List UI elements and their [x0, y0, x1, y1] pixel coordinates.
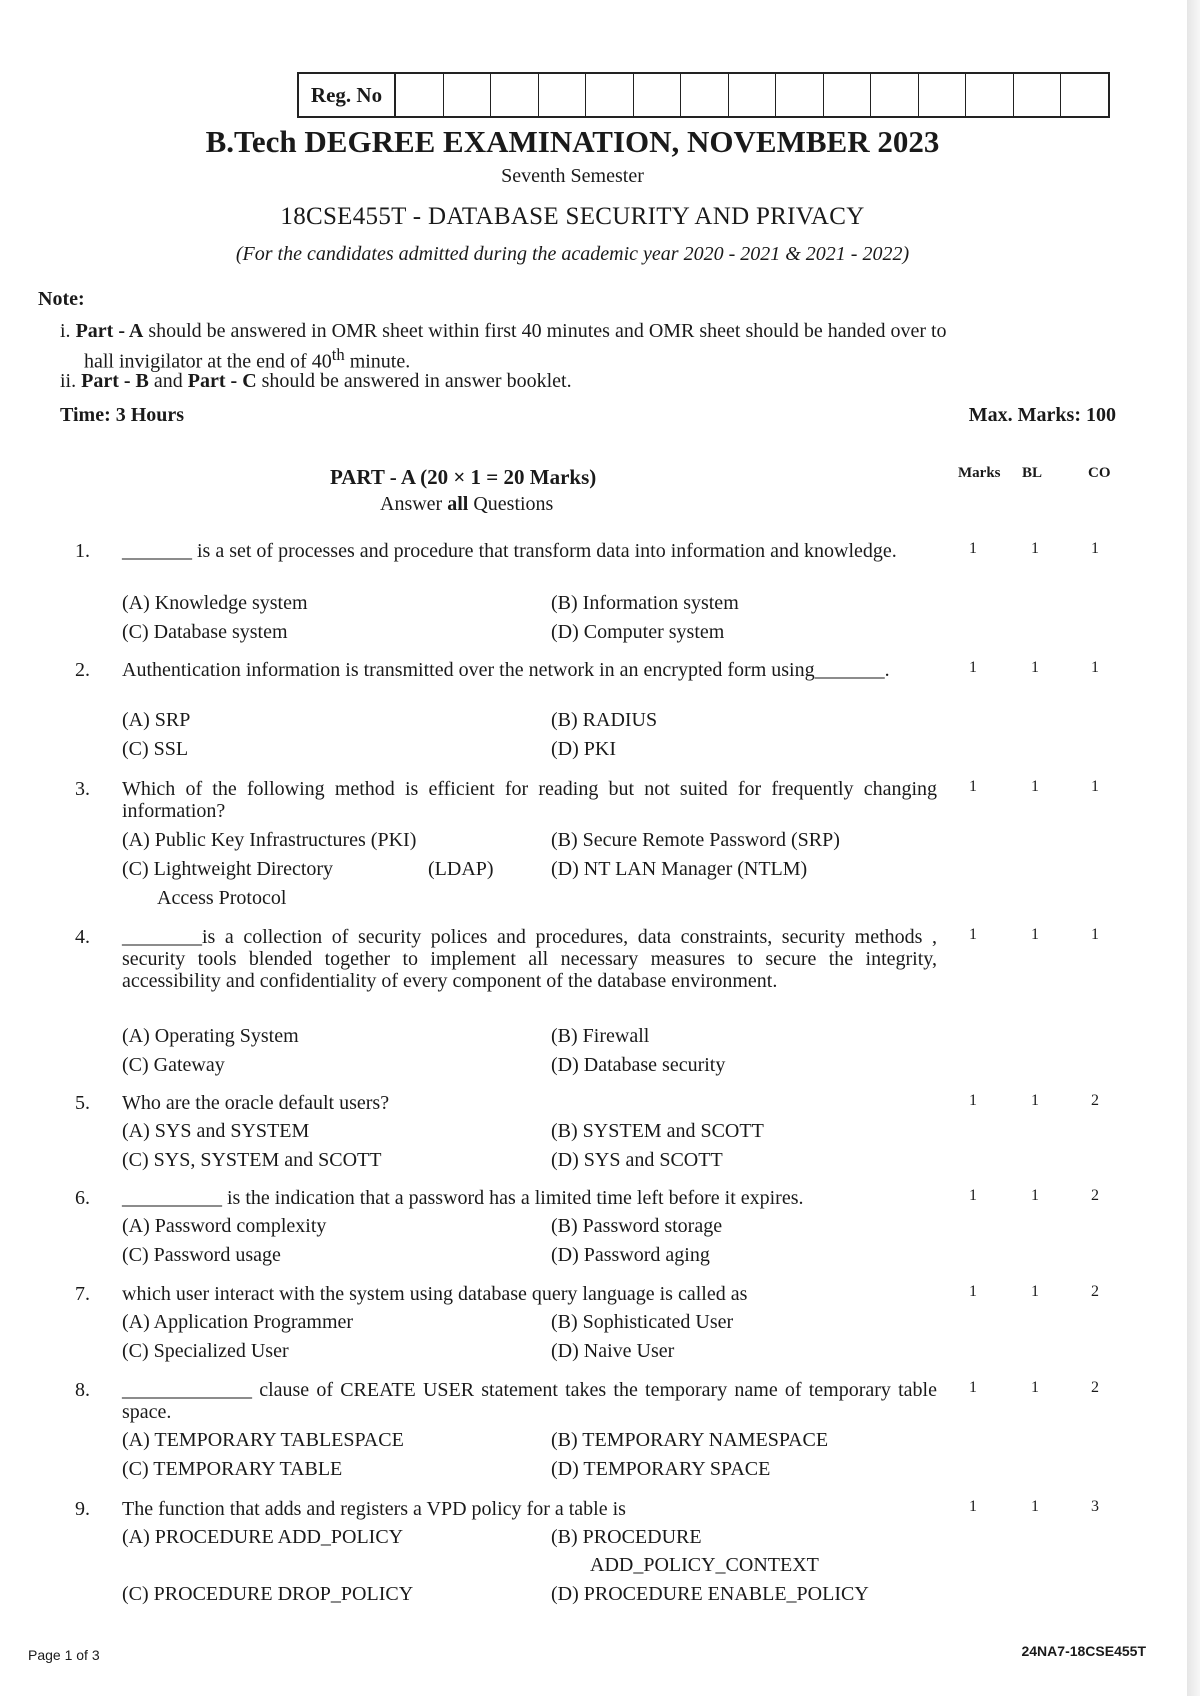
note-ii-prefix: ii.: [60, 370, 82, 392]
option-a: (A) Application Programmer: [122, 1311, 354, 1333]
marks-value: 1: [969, 1379, 977, 1396]
note-i-part: Part - A: [75, 320, 144, 342]
reg-no-cell: [396, 74, 444, 116]
reg-no-cell: [586, 74, 634, 116]
question-text: Who are the oracle default users?: [122, 1092, 390, 1114]
co-value: 2: [1091, 1092, 1099, 1109]
option-b: (B) RADIUS: [551, 709, 658, 731]
bl-value: 1: [1031, 540, 1039, 557]
option-d: (D) TEMPORARY SPACE: [551, 1458, 771, 1480]
note-ii-text: should be answered in answer booklet.: [256, 370, 572, 392]
option-b-cont: ADD_POLICY_CONTEXT: [590, 1554, 819, 1576]
question-number: 5.: [75, 1092, 90, 1114]
option-d: (D) PKI: [551, 738, 616, 760]
option-c: (C) SYS, SYSTEM and SCOTT: [122, 1149, 382, 1171]
option-a: (A) Knowledge system: [122, 592, 308, 614]
option-c: (C) PROCEDURE DROP_POLICY: [122, 1583, 414, 1605]
option-d: (D) PROCEDURE ENABLE_POLICY: [551, 1583, 869, 1605]
reg-no-box: [297, 72, 1110, 118]
option-b: (B) SYSTEM and SCOTT: [551, 1120, 764, 1142]
option-a: (A) TEMPORARY TABLESPACE: [122, 1429, 404, 1451]
reg-no-cell: [824, 74, 872, 116]
part-a-subtitle: [380, 493, 553, 516]
note-item-ii: [60, 370, 572, 393]
option-c: (C) Database system: [122, 621, 288, 643]
option-d: (D) Database security: [551, 1054, 726, 1076]
reg-no-cell: [871, 74, 919, 116]
page-edge: [1187, 0, 1200, 1696]
question-text: which user interact with the system using database query language is called as: [122, 1283, 748, 1305]
question-number: 2.: [75, 659, 90, 681]
question-text: __________ is the indication that a password has a limited time left before it expires.: [122, 1187, 804, 1209]
reg-no-cell: [966, 74, 1014, 116]
option-d: (D) Password aging: [551, 1244, 710, 1266]
marks-value: 1: [969, 1498, 977, 1515]
part-a-title: PART - A (20 × 1 = 20 Marks): [330, 465, 597, 489]
question-number: 6.: [75, 1187, 90, 1209]
question-text: Authentication information is transmitted over the network in an encrypted form using_______.: [122, 659, 890, 681]
reg-no-cell: [491, 74, 539, 116]
paper-code: 24NA7-18CSE455T: [1021, 1643, 1146, 1659]
option-c-tag: (LDAP): [428, 858, 494, 880]
option-c-cont: Access Protocol: [157, 887, 287, 909]
option-b: (B) PROCEDURE: [551, 1526, 702, 1548]
option-c: (C) Lightweight Directory: [122, 858, 334, 880]
co-value: 3: [1091, 1498, 1099, 1515]
marks-value: 1: [969, 540, 977, 557]
col-marks-header: Marks: [958, 465, 1001, 481]
co-value: 1: [1091, 659, 1099, 676]
exam-title: B.Tech DEGREE EXAMINATION, NOVEMBER 2023: [205, 124, 940, 159]
option-a: (A) PROCEDURE ADD_POLICY: [122, 1526, 404, 1548]
bl-value: 1: [1031, 1187, 1039, 1204]
note-i-end: minute.: [344, 350, 411, 373]
bl-value: 1: [1031, 1092, 1039, 1109]
option-b: (B) Sophisticated User: [551, 1311, 734, 1333]
option-c: (C) SSL: [122, 738, 189, 760]
option-d: (D) SYS and SCOTT: [551, 1149, 723, 1171]
note-ii-and: and: [148, 370, 188, 392]
course-title: 18CSE455T - DATABASE SECURITY AND PRIVACY: [280, 203, 865, 230]
question-text: _____________ clause of CREATE USER statement takes the temporary name of temporary table space.: [122, 1379, 937, 1423]
admitted-note: (For the candidates admitted during the academic year 2020 - 2021 & 2021 - 2022): [235, 243, 910, 265]
option-b: (B) Information system: [551, 592, 739, 614]
option-a: (A) SRP: [122, 709, 191, 731]
option-b: (B) Firewall: [551, 1025, 650, 1047]
co-value: 1: [1091, 540, 1099, 557]
question-text: The function that adds and registers a VPD policy for a table is: [122, 1498, 626, 1520]
marks-value: 1: [969, 778, 977, 795]
reg-no-cell: [681, 74, 729, 116]
reg-no-cell: [776, 74, 824, 116]
question-number: 9.: [75, 1498, 90, 1520]
option-c: (C) Gateway: [122, 1054, 225, 1076]
marks-value: 1: [969, 926, 977, 943]
option-a: (A) Operating System: [122, 1025, 299, 1047]
option-a: (A) SYS and SYSTEM: [122, 1120, 310, 1142]
option-a: (A) Password complexity: [122, 1215, 327, 1237]
reg-no-cell: [634, 74, 682, 116]
max-marks-label: Max. Marks: 100: [968, 404, 1116, 426]
option-d: (D) NT LAN Manager (NTLM): [551, 858, 808, 880]
reg-no-cell: [919, 74, 967, 116]
marks-value: 1: [969, 1187, 977, 1204]
marks-value: 1: [969, 1283, 977, 1300]
option-d: (D) Computer system: [551, 621, 725, 643]
reg-no-label: Reg. No: [299, 74, 396, 116]
col-co-header: CO: [1088, 465, 1111, 481]
option-c: (C) Specialized User: [122, 1340, 289, 1362]
reg-no-cell: [444, 74, 492, 116]
option-a: (A) Public Key Infrastructures (PKI): [122, 829, 417, 851]
time-label: Time: 3 Hours: [60, 404, 185, 426]
bl-value: 1: [1031, 1379, 1039, 1396]
reg-no-cell: [539, 74, 587, 116]
note-ii-part-b: Part - B: [81, 370, 149, 392]
option-c: (C) TEMPORARY TABLE: [122, 1458, 343, 1480]
reg-no-cell: [729, 74, 777, 116]
subtitle-pre: Answer: [380, 493, 448, 515]
bl-value: 1: [1031, 926, 1039, 943]
marks-value: 1: [969, 659, 977, 676]
question-number: 4.: [75, 926, 90, 948]
semester: Seventh Semester: [501, 165, 644, 187]
marks-value: 1: [969, 1092, 977, 1109]
question-text: _______ is a set of processes and procedure that transform data into information and knowledge.: [122, 540, 897, 562]
question-text: Which of the following method is efficient for reading but not suited for frequently changing information?: [122, 778, 937, 822]
option-b: (B) Password storage: [551, 1215, 723, 1237]
question-number: 3.: [75, 778, 90, 800]
note-i-prefix: i.: [60, 320, 76, 342]
note-i-cont: hall invigilator at the end of 40: [84, 350, 332, 373]
bl-value: 1: [1031, 778, 1039, 795]
col-bl-header: BL: [1022, 465, 1043, 481]
note-item-i: [60, 320, 1130, 374]
note-i-text: should be answered in OMR sheet within first 40 minutes and OMR sheet should be handed over to: [143, 320, 947, 342]
co-value: 2: [1091, 1187, 1099, 1204]
question-number: 8.: [75, 1379, 90, 1401]
reg-no-cell: [1061, 74, 1108, 116]
option-b: (B) Secure Remote Password (SRP): [551, 829, 840, 851]
question-number: 7.: [75, 1283, 90, 1305]
note-i-sup: th: [331, 345, 345, 364]
bl-value: 1: [1031, 659, 1039, 676]
co-value: 1: [1091, 778, 1099, 795]
page-number: Page 1 of 3: [28, 1647, 100, 1663]
co-value: 2: [1091, 1379, 1099, 1396]
note-label: Note:: [38, 288, 85, 310]
question-number: 1.: [75, 540, 90, 562]
note-ii-part-c: Part - C: [187, 370, 257, 392]
subtitle-bold: all: [447, 493, 469, 515]
co-value: 1: [1091, 926, 1099, 943]
option-d: (D) Naive User: [551, 1340, 675, 1362]
co-value: 2: [1091, 1283, 1099, 1300]
option-c: (C) Password usage: [122, 1244, 281, 1266]
question-text: ________is a collection of security polices and procedures, data constraints, security methods , security tools blended together to implement all necessary measures to secure the integrity, accessibility and confidentiality of every component of the database environment.: [122, 926, 937, 992]
bl-value: 1: [1031, 1283, 1039, 1300]
reg-no-cell: [1014, 74, 1062, 116]
subtitle-post: Questions: [468, 493, 554, 515]
option-b: (B) TEMPORARY NAMESPACE: [551, 1429, 829, 1451]
bl-value: 1: [1031, 1498, 1039, 1515]
